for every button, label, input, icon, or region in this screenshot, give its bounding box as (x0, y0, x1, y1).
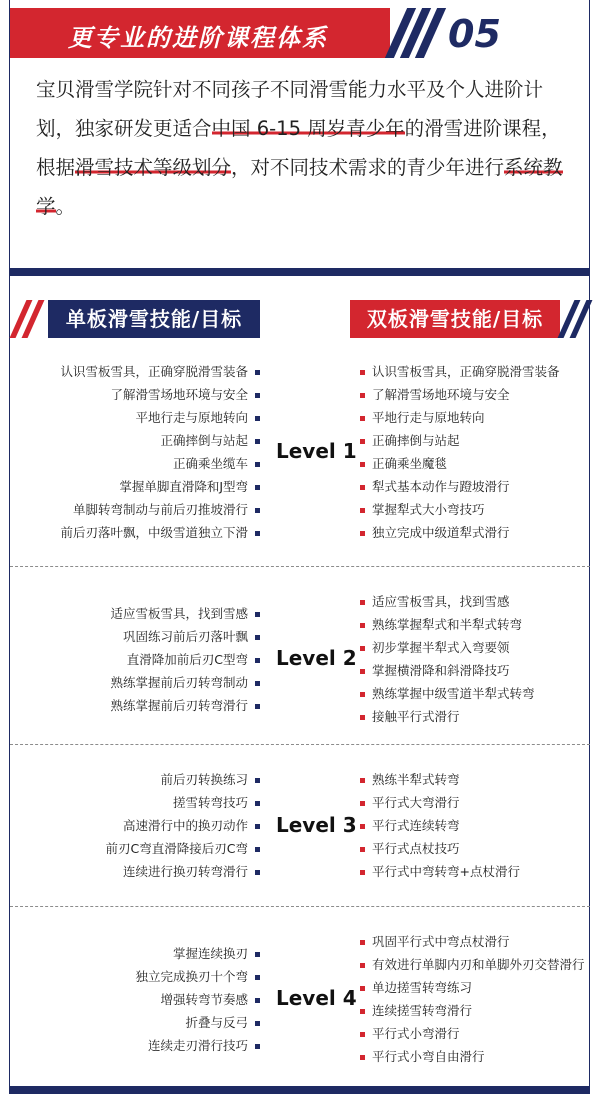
snowboard-skill-list (10, 602, 260, 717)
skill-text: 巩固练习前后刃落叶飘 (122, 628, 248, 644)
page-title: 更专业的进阶课程体系 (68, 24, 328, 52)
skill-text: 平行式小弯自由滑行 (372, 1049, 485, 1064)
bullet-icon (255, 704, 260, 709)
ski-skill-item (360, 930, 600, 953)
skill-text: 独立完成中级道犁式滑行 (372, 525, 510, 540)
bullet-icon (255, 824, 260, 829)
snowboard-skill-item (10, 768, 260, 791)
bullet-icon (255, 998, 260, 1003)
snowboard-header-label: 单板滑雪技能/目标 (48, 300, 260, 338)
bullet-icon (360, 508, 365, 513)
snowboard-skill-list (10, 768, 260, 883)
intro-text: 。 (55, 195, 76, 218)
ski-header (350, 300, 590, 338)
bullet-icon (360, 692, 365, 697)
skill-text: 认识雪板雪具，正确穿脱滑雪装备 (60, 364, 248, 379)
skill-text: 适应雪板雪具，找到雪感 (372, 594, 510, 609)
skill-text: 连续搓雪转弯滑行 (372, 1003, 473, 1018)
level-label: Level 4 (276, 986, 357, 1010)
ski-skill-item (360, 590, 600, 613)
ski-skill-item (360, 498, 600, 521)
ski-skill-item (360, 768, 600, 791)
snowboard-skill-list (10, 942, 260, 1057)
skill-text: 直滑降加前后刃C型弯 (126, 651, 248, 667)
bullet-icon (360, 439, 365, 444)
intro-highlight: 系统教学 (36, 156, 563, 218)
snowboard-skill-item (10, 791, 260, 814)
snowboard-skill-item (10, 475, 260, 498)
level-divider (10, 566, 590, 567)
snowboard-skill-item (10, 383, 260, 406)
skill-text: 前后刃转换练习 (160, 772, 248, 787)
skill-text: 正确乘坐魔毯 (372, 456, 448, 471)
snowboard-header (10, 300, 280, 338)
snowboard-skill-item (10, 1034, 260, 1057)
bullet-icon (255, 801, 260, 806)
skill-text: 掌握横滑降和斜滑降技巧 (372, 663, 510, 678)
ski-skill-item (360, 682, 600, 705)
bullet-icon (360, 531, 365, 536)
skill-text: 正确乘坐缆车 (172, 456, 248, 471)
skill-text: 平行式小弯滑行 (372, 1026, 460, 1041)
skill-text: 适应雪板雪具，找到雪感 (110, 605, 248, 621)
skill-text: 连续走刃滑行技巧 (147, 1037, 248, 1053)
snowboard-skill-item (10, 452, 260, 475)
bullet-icon (255, 778, 260, 783)
intro-paragraph (36, 70, 576, 226)
bullet-icon (360, 801, 365, 806)
ski-skill-item (360, 976, 600, 999)
ski-skill-item (360, 1045, 600, 1068)
intro-text: 宝贝滑雪学院针对不同孩子不同滑雪能力水平及个人进阶计划，独家研发更适合 (36, 78, 544, 140)
bullet-icon (360, 847, 365, 852)
bullet-icon (255, 1044, 260, 1049)
bullet-icon (255, 370, 260, 375)
skill-text: 前刃C弯直滑降接后刃C弯 (105, 841, 248, 856)
skill-text: 平行式中弯转弯+点杖滑行 (372, 864, 520, 879)
ski-skill-item (360, 1022, 600, 1045)
skill-text: 搓雪转弯技巧 (172, 795, 248, 810)
skill-text: 熟练掌握中级雪道半犁式转弯 (372, 686, 535, 701)
skill-text: 正确摔倒与站起 (160, 433, 248, 448)
bullet-icon (360, 370, 365, 375)
skill-text: 熟练掌握前后刃转弯制动 (110, 674, 248, 690)
bullet-icon (360, 1009, 365, 1014)
skill-text: 平行式连续转弯 (372, 818, 460, 833)
divider-band (9, 268, 590, 276)
ski-skill-item (360, 429, 600, 452)
bullet-icon (360, 870, 365, 875)
skill-text: 前后刃落叶飘，中级雪道独立下滑 (60, 525, 248, 540)
snowboard-skill-item (10, 360, 260, 383)
skill-text: 平地行走与原地转向 (372, 410, 485, 425)
ski-skill-item (360, 360, 600, 383)
ski-skill-item (360, 814, 600, 837)
ski-skill-item (360, 659, 600, 682)
bullet-icon (255, 612, 260, 617)
bullet-icon (360, 778, 365, 783)
bullet-icon (255, 531, 260, 536)
skill-text: 增强转弯节奏感 (160, 991, 248, 1007)
skill-text: 初步掌握半犁式入弯要领 (372, 640, 510, 655)
snowboard-skill-item (10, 942, 260, 965)
skill-text: 巩固平行式中弯点杖滑行 (372, 934, 510, 949)
bullet-icon (360, 986, 365, 991)
bullet-icon (255, 681, 260, 686)
ski-skill-list (360, 930, 600, 1068)
bullet-icon (360, 824, 365, 829)
snowboard-skill-item (10, 694, 260, 717)
ski-skill-item (360, 521, 600, 544)
ski-skill-item (360, 475, 600, 498)
ski-skill-item (360, 791, 600, 814)
ski-skill-item (360, 837, 600, 860)
level-label: Level 3 (276, 812, 357, 837)
skill-text: 熟练半犁式转弯 (372, 772, 460, 787)
skill-text: 独立完成换刃十个弯 (135, 968, 248, 984)
snowboard-skill-item (10, 498, 260, 521)
bullet-icon (255, 393, 260, 398)
skill-text: 折叠与反弓 (185, 1014, 248, 1030)
bullet-icon (360, 669, 365, 674)
snowboard-skill-item (10, 860, 260, 883)
bottom-band (9, 1086, 590, 1094)
ski-skill-list (360, 590, 600, 728)
snowboard-skill-item (10, 814, 260, 837)
skill-text: 单边搓雪转弯练习 (372, 980, 473, 995)
snowboard-skill-item (10, 429, 260, 452)
bullet-icon (360, 1032, 365, 1037)
bullet-icon (360, 1055, 365, 1060)
bullet-icon (360, 963, 365, 968)
section-header (10, 8, 590, 58)
bullet-icon (360, 715, 365, 720)
intro-text: ，对不同技术需求的青少年进行 (231, 156, 505, 179)
skill-text: 了解滑雪场地环境与安全 (110, 387, 248, 402)
ski-header-label: 双板滑雪技能/目标 (350, 300, 560, 338)
skill-text: 掌握连续换刃 (172, 945, 248, 961)
skill-text: 掌握犁式大小弯技巧 (372, 502, 485, 517)
snowboard-skill-item (10, 988, 260, 1011)
ski-skill-item (360, 953, 600, 976)
snowboard-skill-item (10, 648, 260, 671)
level-section (10, 590, 590, 728)
skill-text: 平行式大弯滑行 (372, 795, 460, 810)
snowboard-skill-item (10, 521, 260, 544)
skill-text: 了解滑雪场地环境与安全 (372, 387, 510, 402)
ski-skill-list (360, 360, 600, 544)
ski-skill-item (360, 705, 600, 728)
bullet-icon (360, 416, 365, 421)
skill-text: 平行式点杖技巧 (372, 841, 460, 856)
skill-text: 高速滑行中的换刃动作 (122, 818, 248, 833)
intro-text: 的滑雪进阶课程，根据 (36, 117, 561, 179)
bullet-icon (255, 485, 260, 490)
ski-skill-list (360, 768, 600, 883)
level-section (10, 360, 590, 544)
skill-text: 连续进行换刃转弯滑行 (122, 864, 248, 879)
skill-text: 熟练掌握犁式和半犁式转弯 (372, 617, 523, 632)
skill-text: 犁式基本动作与蹬坡滑行 (372, 479, 510, 494)
ski-skill-item (360, 860, 600, 883)
bullet-icon (255, 952, 260, 957)
skill-text: 平地行走与原地转向 (135, 410, 248, 425)
skill-text: 认识雪板雪具，正确穿脱滑雪装备 (372, 364, 560, 379)
snowboard-skill-list (10, 360, 260, 544)
ski-skill-item (360, 999, 600, 1022)
bullet-icon (360, 600, 365, 605)
section-number: 05 (448, 12, 501, 56)
level-label: Level 2 (276, 646, 357, 670)
level-divider (10, 744, 590, 745)
snowboard-skill-item (10, 406, 260, 429)
ski-skill-item (360, 452, 600, 475)
bullet-icon (255, 658, 260, 663)
snowboard-skill-item (10, 1011, 260, 1034)
intro-highlight: 滑雪技术等级划分 (75, 156, 232, 179)
bullet-icon (255, 416, 260, 421)
skill-text: 正确摔倒与站起 (372, 433, 460, 448)
ski-skill-item (360, 636, 600, 659)
bullet-icon (360, 462, 365, 467)
bullet-icon (255, 870, 260, 875)
ski-skill-item (360, 383, 600, 406)
bullet-icon (360, 623, 365, 628)
bullet-icon (255, 1021, 260, 1026)
snowboard-skill-item (10, 625, 260, 648)
bullet-icon (255, 635, 260, 640)
snowboard-skill-item (10, 965, 260, 988)
level-section (10, 768, 590, 883)
skill-text: 有效进行单脚内刃和单脚外刃交替滑行 (372, 957, 585, 972)
level-section (10, 930, 590, 1068)
level-label: Level 1 (276, 439, 357, 463)
skill-text: 接触平行式滑行 (372, 709, 460, 724)
bullet-icon (360, 393, 365, 398)
snowboard-skill-item (10, 671, 260, 694)
bullet-icon (360, 485, 365, 490)
bullet-icon (255, 975, 260, 980)
intro-highlight: 中国 6-15 周岁青少年 (211, 117, 405, 140)
snowboard-skill-item (10, 837, 260, 860)
skill-text: 熟练掌握前后刃转弯滑行 (110, 697, 248, 713)
bullet-icon (255, 508, 260, 513)
ski-skill-item (360, 613, 600, 636)
bullet-icon (360, 646, 365, 651)
skill-text: 单脚转弯制动与前后刃推坡滑行 (72, 502, 248, 517)
ski-skill-item (360, 406, 600, 429)
bullet-icon (255, 462, 260, 467)
skill-text: 掌握单脚直滑降和J型弯 (119, 479, 248, 494)
bullet-icon (255, 847, 260, 852)
bullet-icon (255, 439, 260, 444)
bullet-icon (360, 940, 365, 945)
level-divider (10, 906, 590, 907)
snowboard-skill-item (10, 602, 260, 625)
